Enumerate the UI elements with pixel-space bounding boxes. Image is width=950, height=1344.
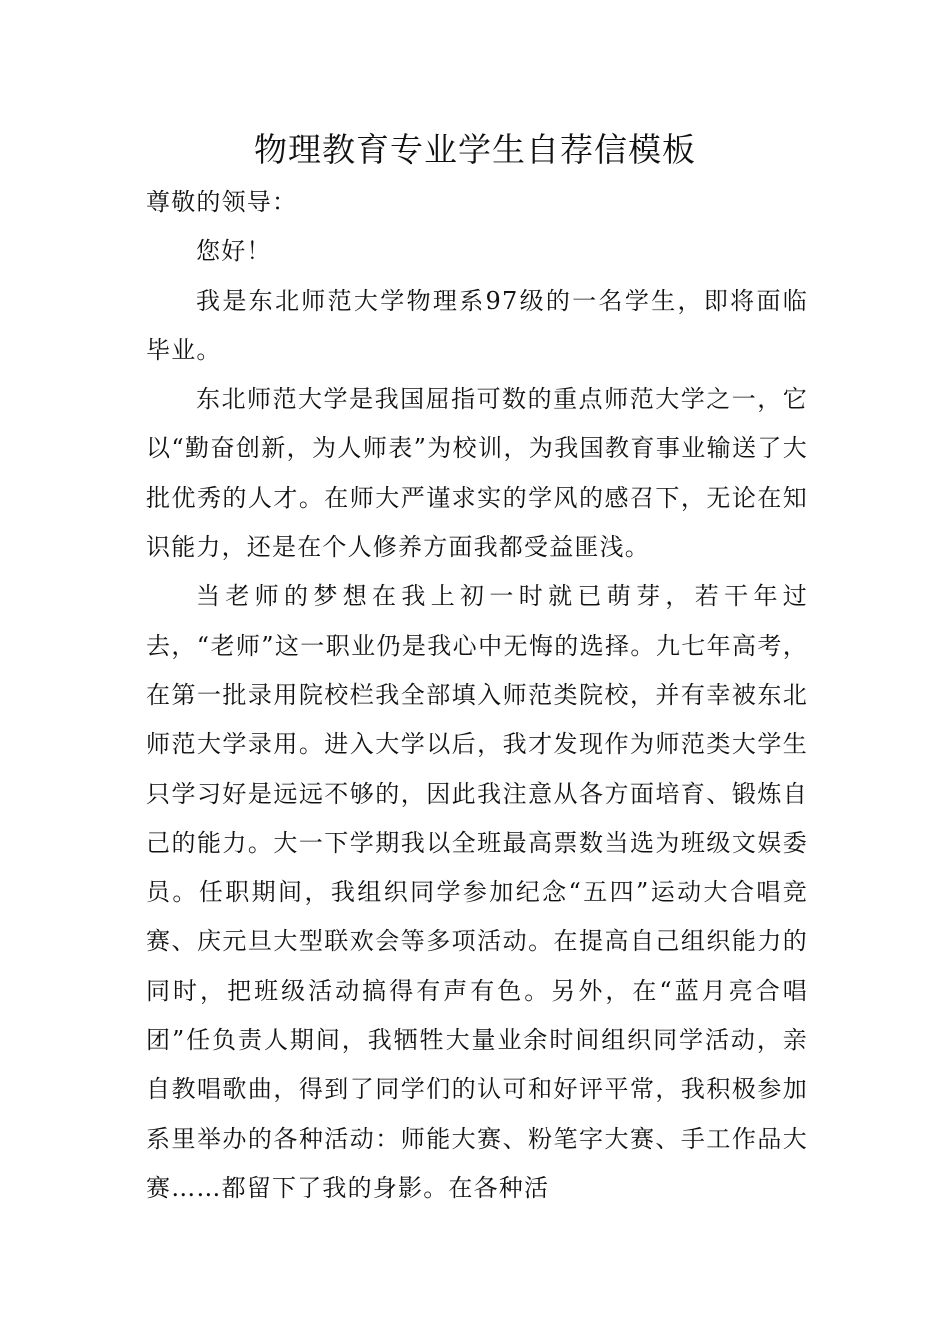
greeting-paragraph: 您好！: [196, 237, 272, 266]
letter-body: [146, 178, 808, 1213]
experience-paragraph: 当老师的梦想在我上初一时就已萌芽，若干年过去，“老师”这一职业仍是我心中无悔的选择。九七年高考，在第一批录用院校栏我全部填入师范类院校，并有幸被东北师范大学录用。进入大学以后，我才发现作为师范类大学生只学习好是远远不够的，因此我注意从各方面培育、锻炼自己的能力。大一下学期我以全班最高票数当选为班级文娱委员。任职期间，我组织同学参加纪念“五四”运动大合唱竞赛、庆元旦大型联欢会等多项活动。在提高自己组织能力的同时，把班级活动搞得有声有色。另外，在“蓝月亮合唱团”任负责人期间，我牺牲大量业余时间组织同学活动，亲自教唱歌曲，得到了同学们的认可和好评平常，我积极参加系里举办的各种活动：师能大赛、粉笔字大赛、手工作品大赛……都留下了我的身影。在各种活: [146, 582, 808, 1202]
introduction-paragraph: 我是东北师范大学物理系97级的一名学生，即将面临毕业。: [146, 286, 808, 364]
salutation: 尊敬的领导：: [146, 188, 298, 216]
document-title: 物理教育专业学生自荐信模板: [254, 130, 696, 169]
university-paragraph: 东北师范大学是我国屈指可数的重点师范大学之一，它以“勤奋创新，为人师表”为校训，为我国教育事业输送了大批优秀的人才。在师大严谨求实的学风的感召下，无论在知识能力，还是在个人修养方面我都受益匪浅。: [146, 385, 808, 562]
